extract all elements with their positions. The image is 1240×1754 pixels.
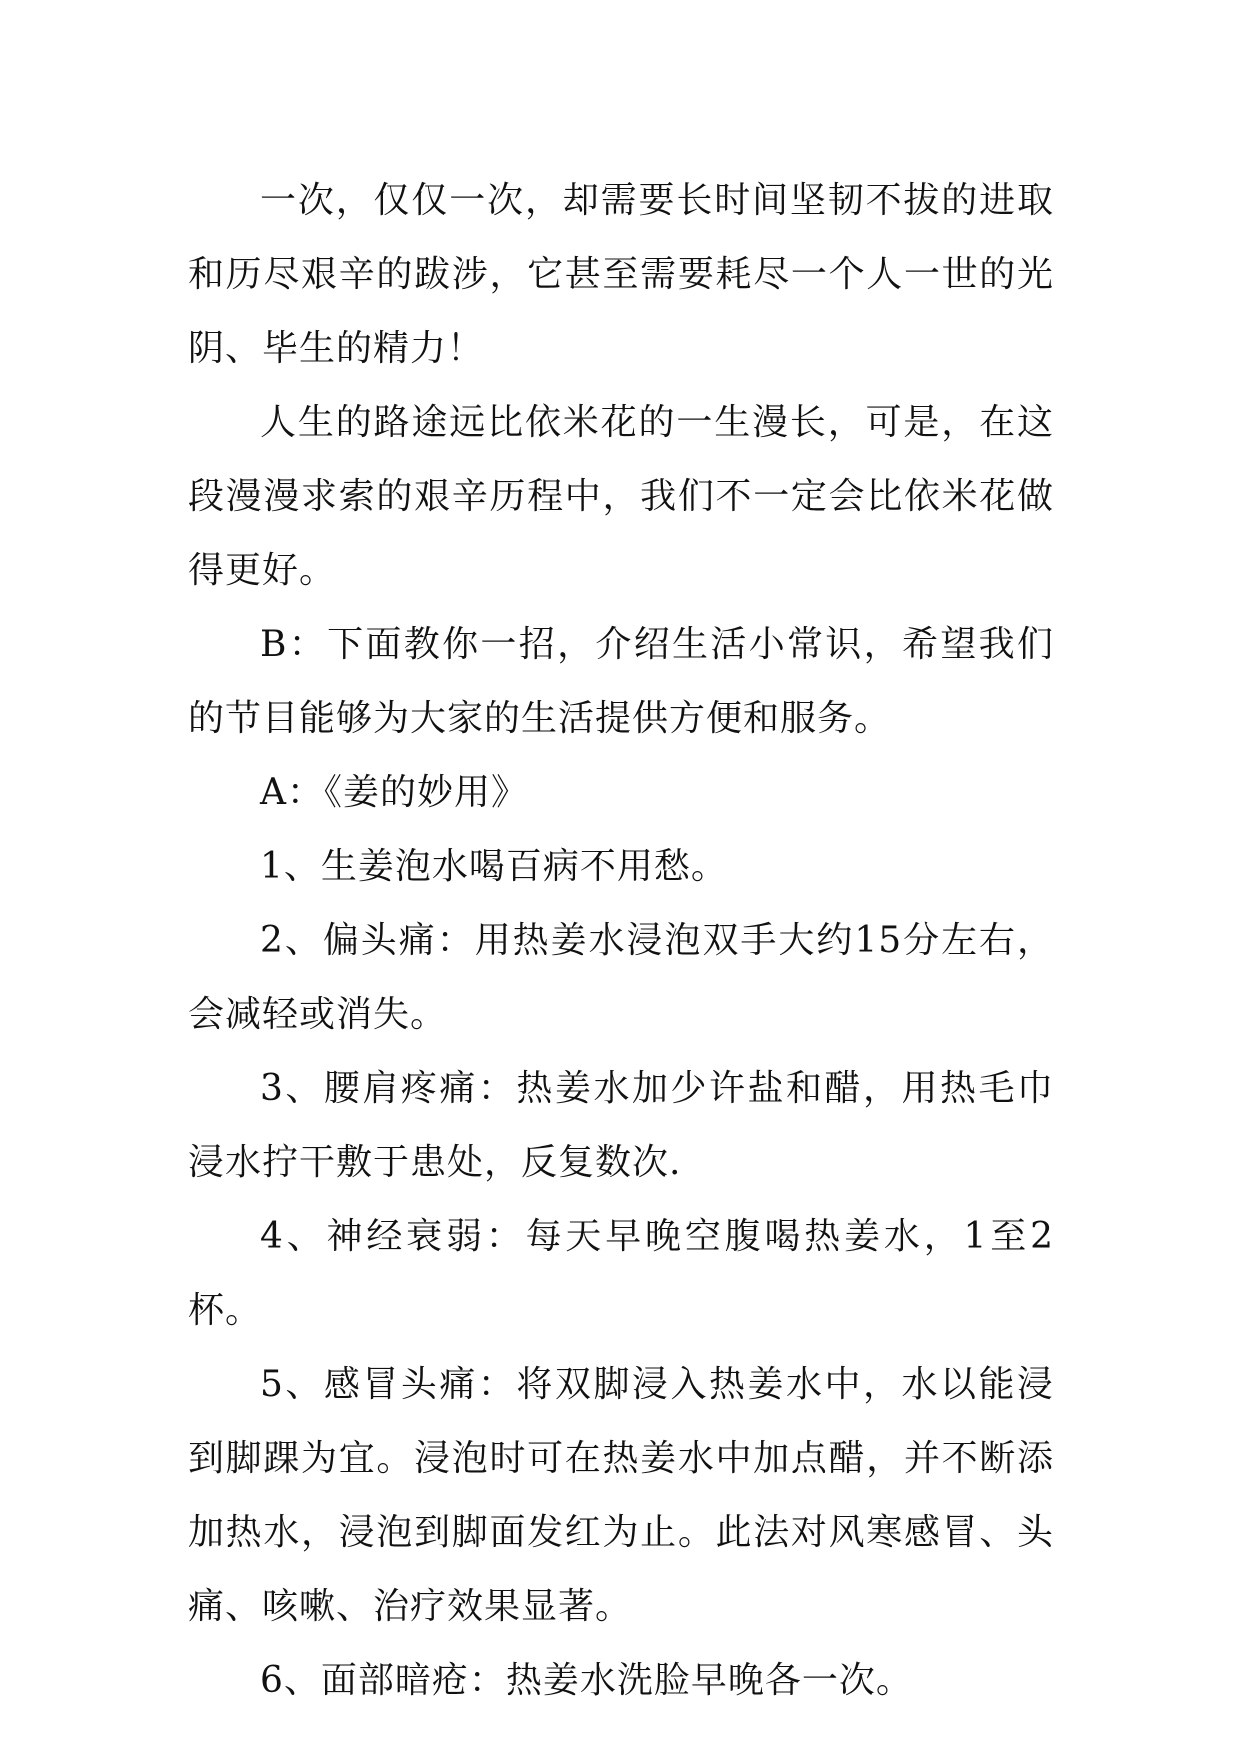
- paragraph-b-intro: B：下面教你一招，介绍生活小常识，希望我们的节目能够为大家的生活提供方便和服务。: [188, 624, 1054, 739]
- list-item-6: 6、面部暗疮：热姜水洗脸早晚各一次。: [260, 1660, 913, 1701]
- list-item-4: 4、神经衰弱：每天早晚空腹喝热姜水，1至2杯。: [188, 1216, 1054, 1331]
- document-body: [188, 164, 1054, 1718]
- paragraph-continuation: 一次，仅仅一次，却需要长时间坚韧不拔的进取和历尽艰辛的跋涉，它甚至需要耗尽一个人一世的光阴、毕生的精力！: [188, 180, 1054, 369]
- list-item-1: 1、生姜泡水喝百病不用愁。: [260, 846, 728, 887]
- list-item-3: 3、腰肩疼痛：热姜水加少许盐和醋，用热毛巾浸水拧干敷于患处，反复数次.: [188, 1068, 1054, 1183]
- paragraph-a-title: A：《姜的妙用》: [260, 772, 528, 813]
- list-item-5: 5、感冒头痛：将双脚浸入热姜水中，水以能浸到脚踝为宜。浸泡时可在热姜水中加点醋，并不断添加热水，浸泡到脚面发红为止。此法对风寒感冒、头痛、咳嗽、治疗效果显著。: [188, 1364, 1054, 1627]
- paragraph-life-journey: 人生的路途远比依米花的一生漫长，可是，在这段漫漫求索的艰辛历程中，我们不一定会比依米花做得更好。: [188, 402, 1054, 591]
- list-item-2: 2、偏头痛：用热姜水浸泡双手大约15分左右，会减轻或消失。: [188, 920, 1054, 1035]
